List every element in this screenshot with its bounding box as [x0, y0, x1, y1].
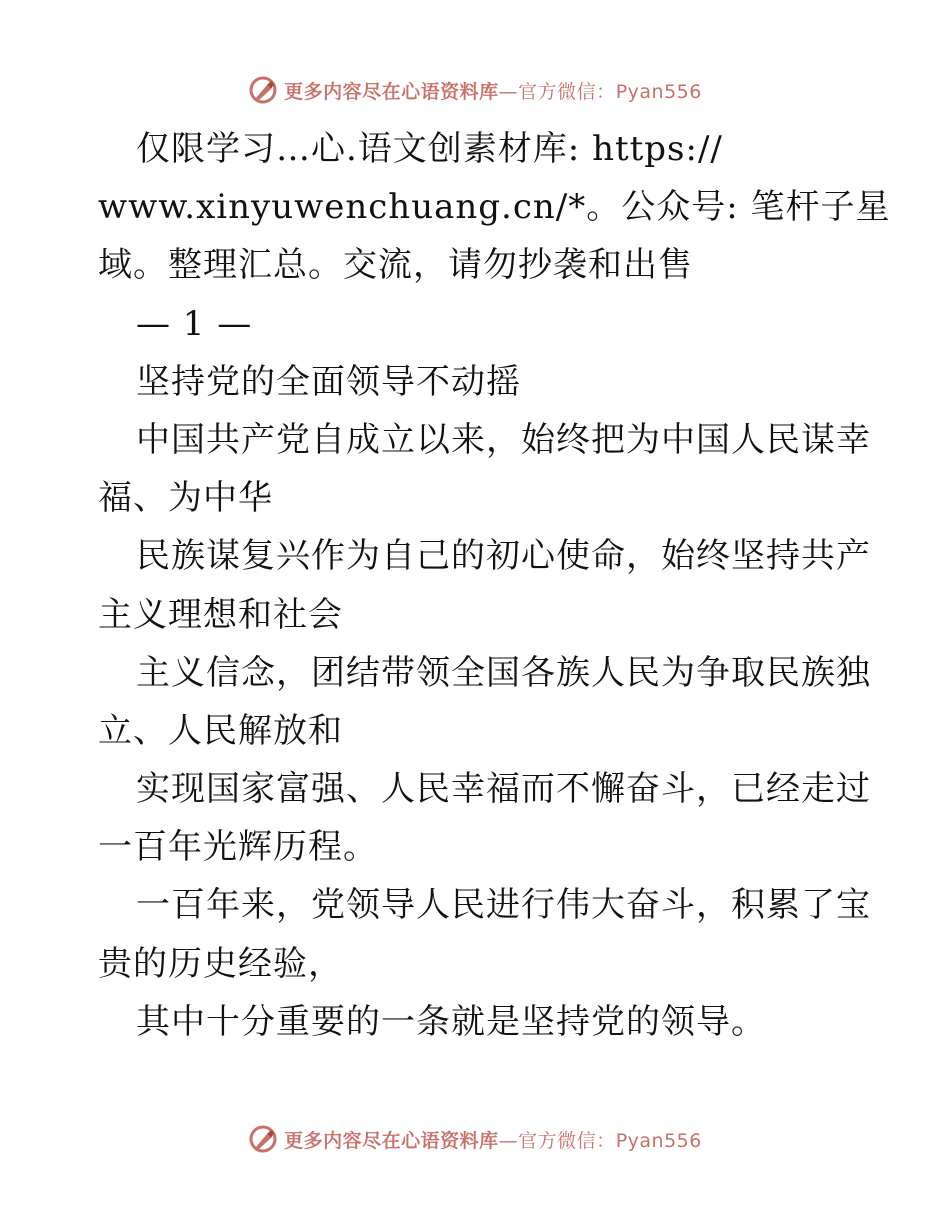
footer-banner-dash: — [498, 1129, 519, 1152]
header-banner-text [284, 77, 702, 104]
footer-banner-wechat-id: Pyan556 [615, 1129, 702, 1152]
footer-banner [0, 1121, 950, 1157]
fountain-pen-logo-icon [248, 1124, 278, 1154]
text-line: 实现国家富强、人民幸福而不懈奋斗，已经走过 [136, 769, 871, 810]
text-line: 其中十分重要的一条就是坚持党的领导。 [136, 1001, 766, 1042]
text-line: www.xinyuwenchuang.cn/*。公众号: 笔杆子星 [98, 187, 891, 228]
header-banner [0, 72, 950, 108]
text-line: 仅限学习…心.语文创素材库: https:// [136, 129, 723, 169]
text-line: 域。整理汇总。交流，请勿抄袭和出售 [98, 245, 693, 286]
text-line: 福、为中华 [98, 478, 273, 519]
text-line: 主义理想和社会 [98, 594, 343, 635]
page-number-line: — 1 — [136, 303, 253, 344]
header-banner-contact: 官方微信： [518, 80, 616, 103]
fountain-pen-logo-icon [248, 75, 278, 105]
header-banner-wechat-id: Pyan556 [615, 80, 702, 103]
text-line: 贵的历史经验， [98, 943, 343, 984]
footer-banner-main: 更多内容尽在心语资料库 [284, 1129, 499, 1152]
text-line: 立、人民解放和 [98, 710, 343, 751]
header-banner-main: 更多内容尽在心语资料库 [284, 80, 499, 103]
section-title: 坚持党的全面领导不动摇 [136, 361, 521, 402]
text-line: 中国共产党自成立以来，始终把为中国人民谋幸 [136, 419, 871, 460]
text-line: 主义信念，团结带领全国各族人民为争取民族独 [136, 652, 871, 693]
footer-banner-contact: 官方微信： [518, 1129, 616, 1152]
document-body [98, 120, 891, 1051]
header-banner-dash: — [498, 80, 519, 103]
text-line: 民族谋复兴作为自己的初心使命，始终坚持共产 [136, 536, 871, 577]
text-line: 一百年光辉历程。 [98, 827, 378, 868]
text-line: 一百年来，党领导人民进行伟大奋斗，积累了宝 [136, 885, 871, 926]
footer-banner-text [284, 1126, 702, 1153]
